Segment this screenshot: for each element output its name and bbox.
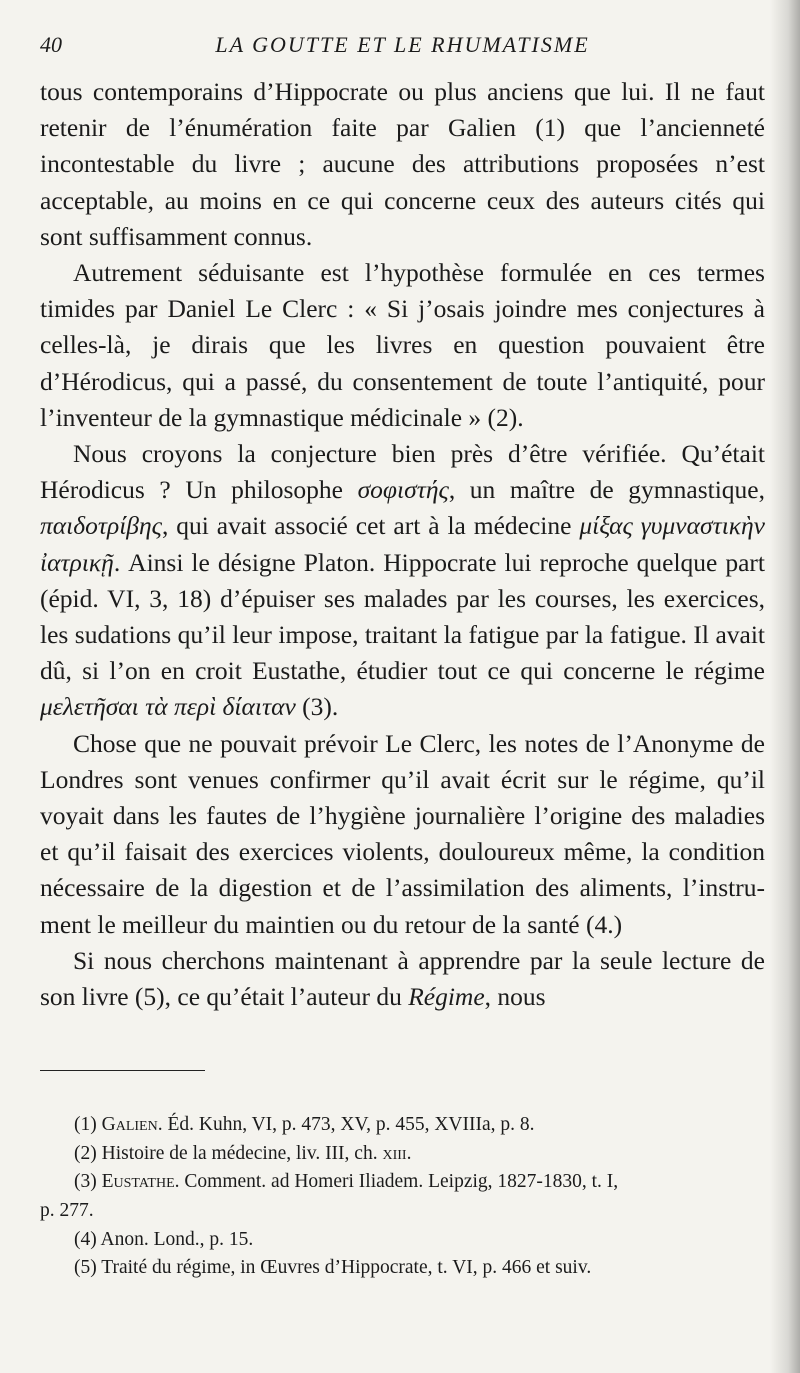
italic-text: σοφιστής <box>357 475 449 505</box>
text-run: (2) Histoire de la médecine, liv. III, ch. <box>74 1142 383 1164</box>
text-run: p. 277. <box>40 1200 94 1222</box>
paragraph <box>40 943 765 1015</box>
text-run: (3). <box>295 692 339 722</box>
small-caps-text: Galien <box>101 1114 158 1136</box>
text-run: Nous croyons la conjecture bien près d’être vérifiée. Qu’était Hérodicus ? Un philosophe <box>40 439 765 505</box>
text-run: (4) Anon. Lond., p. 15. <box>74 1228 254 1250</box>
text-run: . <box>406 1142 412 1164</box>
italic-text: μελετῆσαι τὰ περὶ δίαιταν <box>40 692 296 722</box>
text-run: . Ainsi le désigne Platon. Hippocrate lui reproche quelque part (épid. VI, 3, 18) d’épuiser ses malades par les courses, les exercices, les sudations qu’il leur impose, traitant la fatigue par la fatigue. Il avait dû, si l’on en croit Eustathe, étudier tout ce qui concerne le régime <box>40 547 765 686</box>
text-run: (3) <box>74 1171 102 1193</box>
page-edge-shadow <box>770 0 800 1373</box>
text-run: . Éd. Kuhn, VI, p. 473, XV, p. 455, XVIIIa, p. 8. <box>157 1114 535 1136</box>
footnote <box>40 1254 765 1283</box>
text-run: , nous <box>484 982 546 1012</box>
text-run: Autrement séduisante est l’hypothèse formulée en ces termes timides par Daniel Le Clerc : « Si j’osais joindre mes conjectures à celles-là, je dirais que les livres en question pouvaient être d’Hérodicus, qui a passé, du consentement de toute l’antiquité, pour l’inventeur de la gymnastique médicinale » (2). <box>40 258 765 432</box>
text-run: (5) Traité du régime, in Œuvres d’Hippocrate, t. VI, p. 466 et suiv. <box>74 1257 592 1279</box>
text-run: . Comment. ad Homeri Iliadem. Leipzig, 1827-1830, t. I, <box>174 1171 619 1193</box>
text-run: , qui avait associé cet art à la médecine <box>162 511 580 541</box>
page-number: 40 <box>40 32 62 57</box>
italic-text: μίξας γυμναστικὴν ἰατρικῇ <box>40 511 766 577</box>
footnotes <box>40 1111 765 1283</box>
footnote <box>40 1140 765 1169</box>
small-caps-text: Eustathe <box>101 1171 175 1193</box>
text-run: tous contemporains d’Hippocrate ou plus anciens que lui. Il ne faut retenir de l’énumération faite par Galien (1) que l’ancienneté incontestable du livre ; aucune des attributions proposées n’est acceptable, au moins en ce qui concerne ceux des auteurs cités qui sont suffisamment connus. <box>40 77 765 251</box>
text-run: Si nous cherchons maintenant à apprendre par la seule lecture de son livre (5), ce qu’était l’auteur du <box>40 945 765 1012</box>
italic-text: Régime <box>408 982 485 1012</box>
footnote <box>40 1168 765 1197</box>
paragraph <box>40 726 765 943</box>
footnote <box>40 1226 765 1255</box>
book-page <box>40 28 765 1283</box>
body-text <box>40 74 765 1015</box>
page-header <box>40 28 765 68</box>
small-caps-text: xiii <box>382 1142 407 1164</box>
text-run: Chose que ne pouvait prévoir Le Clerc, les notes de l’Anonyme de Londres sont venues confirmer qu’il avait écrit sur le régime, qu’il voyait dans les fautes de l’hygiène journalière l’origine des maladies et qu’il faisait des exercices violents, douloureux même, la condition nécessaire de la digestion et de l’assimilation des aliments, l’instrument le meilleur du maintien ou du retour de la santé (4.) <box>40 728 765 939</box>
paragraph <box>40 255 765 436</box>
italic-text: παιδοτρίβης <box>40 511 162 541</box>
running-title: LA GOUTTE ET LE RHUMATISME <box>215 32 590 57</box>
text-run: (1) <box>74 1114 102 1136</box>
paragraph <box>40 74 765 255</box>
footnote <box>40 1111 765 1140</box>
paragraph <box>40 436 765 726</box>
footnote-separator <box>40 1070 205 1071</box>
footnote <box>40 1197 765 1226</box>
text-run: , un maître de gymnastique, <box>448 475 765 505</box>
